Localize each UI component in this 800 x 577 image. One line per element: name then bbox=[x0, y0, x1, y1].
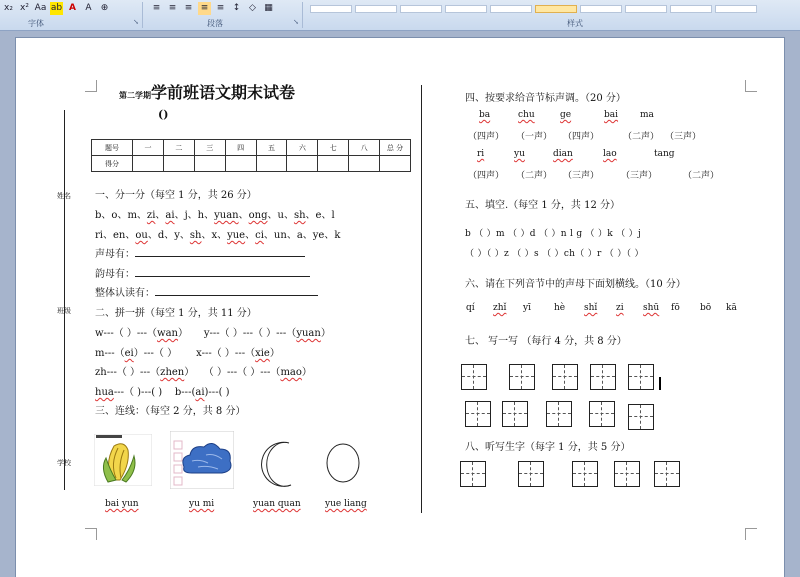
paragraph-dialog-launcher-icon[interactable]: ↘ bbox=[293, 18, 299, 26]
tone-hint: （四声） bbox=[468, 132, 505, 142]
tone-hint: （一声） bbox=[516, 132, 553, 142]
tone-hint: （二声） bbox=[683, 171, 720, 181]
syllable: yu bbox=[514, 149, 525, 159]
group-label-styles: 样式 bbox=[567, 19, 583, 28]
tone-hint: （三声） bbox=[563, 171, 600, 181]
section-8-title: 八、听写生字（每字 1 分，共 5 分） bbox=[465, 442, 631, 453]
answer-blank[interactable] bbox=[135, 267, 310, 277]
spelling-line-2: m---（ei）---（ ） x---（ ）---（xie） bbox=[95, 348, 280, 359]
group-label-paragraph: 段落 bbox=[207, 19, 223, 28]
dictation-grid-box[interactable] bbox=[518, 461, 544, 487]
writing-grid-box[interactable] bbox=[590, 364, 616, 390]
dictation-grid-box[interactable] bbox=[654, 461, 680, 487]
initials-question: 声母有： bbox=[95, 245, 305, 260]
line-spacing-button[interactable]: ↕ bbox=[232, 3, 241, 13]
style-item-selected[interactable] bbox=[535, 5, 577, 13]
title-prefix: 第二学期 bbox=[119, 90, 151, 100]
binding-label-school: 学校 bbox=[57, 459, 71, 467]
table-cell[interactable] bbox=[256, 156, 287, 172]
syllable[interactable]: yī bbox=[523, 303, 531, 313]
whole-syllables-question: 整体认读有： bbox=[95, 284, 318, 299]
answer-blank[interactable] bbox=[135, 247, 305, 257]
syllable[interactable]: zi bbox=[616, 303, 624, 313]
highlight-color-button[interactable]: ab bbox=[50, 3, 63, 13]
spelling-line-3: zh---（ ）---（zhen） （ ）---（ ）---（mao） bbox=[95, 367, 312, 378]
fill-in-line-1[interactable]: b （ ）m （ ）d （ ）n l ɡ （ ）k （ ）j bbox=[465, 229, 642, 239]
full-moon-image bbox=[325, 443, 361, 483]
style-item[interactable] bbox=[310, 5, 352, 13]
section-5-title: 五、填空.（每空 1 分，共 12 分） bbox=[465, 200, 620, 211]
table-cell[interactable] bbox=[133, 156, 164, 172]
shading-button[interactable]: ◇ bbox=[249, 3, 256, 13]
corn-image bbox=[94, 434, 152, 486]
font-color-button[interactable]: A bbox=[69, 3, 76, 13]
dictation-grid-box[interactable] bbox=[614, 461, 640, 487]
match-word-baiyun: bai yun bbox=[105, 499, 139, 509]
syllable: ma bbox=[640, 110, 654, 120]
syllable: lao bbox=[603, 149, 617, 159]
syllable: dian bbox=[553, 149, 573, 159]
binding-line bbox=[64, 110, 65, 490]
tone-hint: （四声） bbox=[563, 132, 600, 142]
syllable[interactable]: shǐ bbox=[584, 303, 598, 313]
styles-gallery bbox=[310, 0, 757, 17]
title-subtitle: () bbox=[158, 108, 169, 121]
table-row bbox=[92, 140, 411, 156]
align-left-button[interactable]: ≡ bbox=[152, 3, 161, 13]
answer-blank[interactable] bbox=[155, 286, 318, 296]
style-item[interactable] bbox=[625, 5, 667, 13]
match-word-yueliang: yue liang bbox=[325, 499, 367, 509]
syllable: ge bbox=[560, 110, 572, 120]
writing-grid-box[interactable] bbox=[552, 364, 578, 390]
dictation-grid-box[interactable] bbox=[572, 461, 598, 487]
table-cell[interactable] bbox=[225, 156, 256, 172]
font-toolbar bbox=[2, 0, 111, 17]
font-dialog-launcher-icon[interactable]: ↘ bbox=[133, 18, 139, 26]
subscript-button[interactable]: x₂ bbox=[4, 3, 13, 13]
distribute-button[interactable]: ≡ bbox=[216, 3, 225, 13]
table-cell[interactable] bbox=[349, 156, 380, 172]
tone-hint: （四声） bbox=[468, 171, 505, 181]
section-1-letters-line-2: ri、en、ou、d、y、sh、x、yue、ci、un、a、ye、k bbox=[95, 230, 341, 241]
style-item[interactable] bbox=[715, 5, 757, 13]
writing-grid-box[interactable] bbox=[589, 401, 615, 427]
syllable[interactable]: fō bbox=[671, 303, 680, 313]
ribbon bbox=[0, 0, 800, 31]
char-shading-button[interactable]: A bbox=[85, 3, 92, 13]
writing-grid-box[interactable] bbox=[461, 364, 487, 390]
table-cell: 得分 bbox=[92, 156, 133, 172]
writing-grid-box[interactable] bbox=[465, 401, 491, 427]
writing-grid-box[interactable] bbox=[502, 401, 528, 427]
syllable: ba bbox=[479, 110, 491, 120]
match-word-yuanquan: yuan quan bbox=[253, 499, 301, 509]
margin-corner-mark bbox=[85, 528, 97, 540]
style-item[interactable] bbox=[580, 5, 622, 13]
style-item[interactable] bbox=[400, 5, 442, 13]
margin-corner-mark bbox=[745, 80, 757, 92]
border-button[interactable]: ▦ bbox=[264, 3, 273, 13]
style-item[interactable] bbox=[445, 5, 487, 13]
table-cell[interactable] bbox=[287, 156, 318, 172]
page-title bbox=[119, 80, 295, 103]
table-cell: 题号 bbox=[92, 140, 133, 156]
margin-corner-mark bbox=[85, 80, 97, 92]
section-4-title: 四、按要求给音节标声调。（20 分） bbox=[465, 93, 626, 104]
table-cell: 五 bbox=[256, 140, 287, 156]
section-6-title: 六、请在下列音节中的声母下面划横线。（10 分） bbox=[465, 279, 686, 290]
table-cell: 四 bbox=[225, 140, 256, 156]
cloud-image bbox=[170, 431, 234, 489]
finals-question: 韵母有： bbox=[95, 265, 310, 280]
superscript-button[interactable]: x² bbox=[20, 3, 29, 13]
table-cell: 三 bbox=[194, 140, 225, 156]
enclose-char-icon[interactable]: ⊕ bbox=[100, 3, 109, 13]
crescent-moon-image bbox=[261, 441, 301, 487]
spelling-line-1: w---（ ）---（wan） y---（ ）---（ ）---（yuan） bbox=[95, 328, 331, 339]
table-cell: 一 bbox=[133, 140, 164, 156]
syllable[interactable]: qí bbox=[466, 303, 475, 313]
table-row bbox=[92, 156, 411, 172]
syllable: ri bbox=[477, 149, 485, 159]
align-right-button[interactable]: ≡ bbox=[184, 3, 193, 13]
syllable[interactable]: bō bbox=[700, 303, 712, 313]
table-cell: 七 bbox=[318, 140, 349, 156]
spelling-line-4: hua---（ )---( ) b---(ai)---( ) bbox=[95, 387, 230, 398]
writing-grid-box[interactable] bbox=[628, 364, 654, 390]
tone-hint: （三声） bbox=[665, 132, 702, 142]
table-cell[interactable] bbox=[194, 156, 225, 172]
match-word-yumi: yu mi bbox=[189, 499, 215, 509]
change-case-button[interactable]: Aa bbox=[34, 3, 47, 13]
syllable: tang bbox=[654, 149, 675, 159]
syllable: bai bbox=[604, 110, 619, 120]
table-cell: 六 bbox=[287, 140, 318, 156]
section-7-title: 七、 写一写 （每行 4 分，共 8 分） bbox=[465, 336, 627, 347]
tone-hint: （三声） bbox=[621, 171, 658, 181]
binding-label-name: 姓名 bbox=[57, 192, 71, 200]
syllable[interactable]: zhǐ bbox=[493, 303, 507, 313]
table-cell[interactable] bbox=[380, 156, 411, 172]
title-main: 学前班语文期末试卷 bbox=[151, 83, 296, 102]
table-cell[interactable] bbox=[318, 156, 349, 172]
margin-corner-mark bbox=[745, 528, 757, 540]
tone-hint: （二声） bbox=[623, 132, 660, 142]
writing-grid-box[interactable] bbox=[546, 401, 572, 427]
group-label-font: 字体 bbox=[28, 19, 44, 28]
writing-grid-box[interactable] bbox=[628, 404, 654, 430]
section-1-letters-line-1: b、o、m、zi、ai、j、h、yuan、ong、u、sh、e、l bbox=[95, 210, 335, 221]
writing-grid-box[interactable] bbox=[509, 364, 535, 390]
style-item[interactable] bbox=[490, 5, 532, 13]
justify-button[interactable]: ≡ bbox=[198, 2, 211, 15]
syllable[interactable]: kā bbox=[726, 303, 737, 313]
style-item[interactable] bbox=[670, 5, 712, 13]
score-table bbox=[91, 139, 411, 172]
paragraph-toolbar bbox=[150, 0, 275, 17]
section-2-title: 二、拼一拼（每空 1 分，共 11 分） bbox=[95, 308, 257, 319]
section-3-title: 三、连线：（每空 2 分，共 8 分） bbox=[95, 406, 246, 417]
fill-in-line-2[interactable]: （ ）（ ）z （ ）s （ ）ch（ ）r （ ）（ ） bbox=[465, 249, 644, 259]
table-cell: 总 分 bbox=[380, 140, 411, 156]
table-cell[interactable] bbox=[163, 156, 194, 172]
table-cell: 八 bbox=[349, 140, 380, 156]
syllable[interactable]: hè bbox=[554, 303, 566, 313]
binding-label-class: 班级 bbox=[57, 307, 71, 315]
align-center-button[interactable]: ≡ bbox=[168, 3, 177, 13]
tone-hint: （二声） bbox=[516, 171, 553, 181]
document-page[interactable] bbox=[16, 38, 784, 577]
syllable: chu bbox=[518, 110, 535, 120]
column-divider bbox=[421, 85, 422, 513]
dictation-grid-box[interactable] bbox=[460, 461, 486, 487]
section-1-title: 一、分一分（每空 1 分，共 26 分） bbox=[95, 190, 257, 201]
syllable[interactable]: shū bbox=[643, 303, 660, 313]
style-item[interactable] bbox=[355, 5, 397, 13]
text-cursor bbox=[659, 377, 661, 390]
table-cell: 二 bbox=[163, 140, 194, 156]
